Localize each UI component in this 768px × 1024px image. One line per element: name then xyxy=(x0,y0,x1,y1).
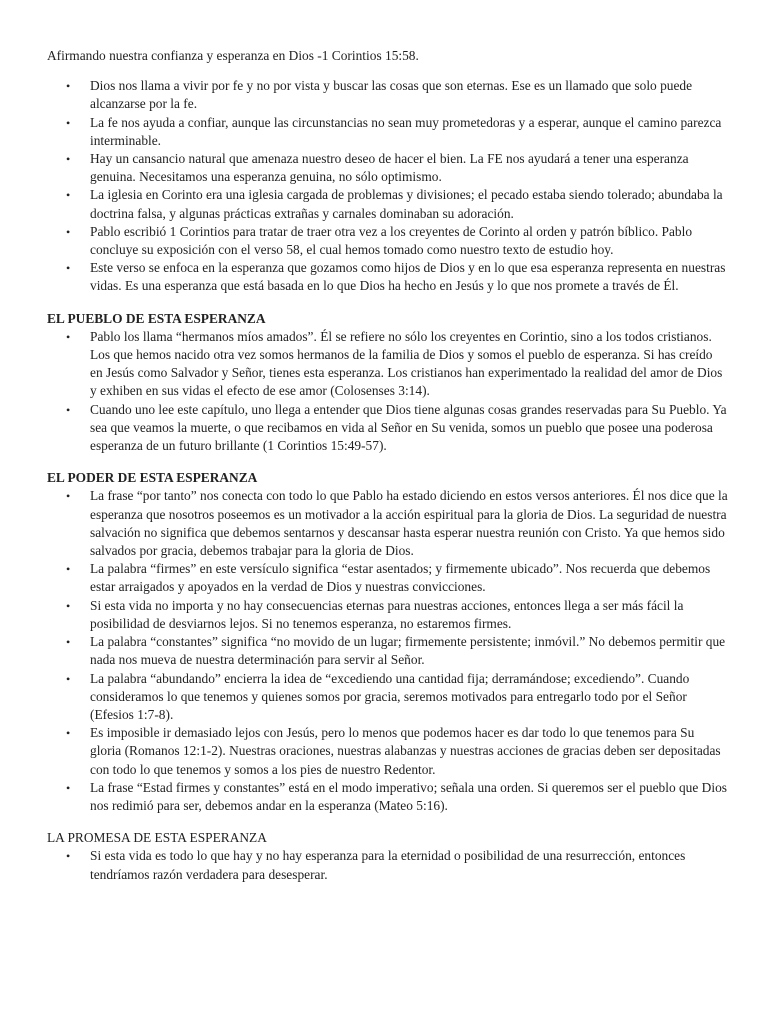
list-item: • La frase “Estad firmes y constantes” está en el modo imperativo; señala una orden. Si queremos ser el pueblo que Dios nos redimió para ser, debemos andar en la esperanza (Mateo 5:16). xyxy=(66,779,727,813)
list-item: • La iglesia en Corinto era una iglesia cargada de problemas y divisiones; el pecado estaba siendo tolerado; abundaba la doctrina falsa, y algunas prácticas extrañas y carnales dominaban su adoración. xyxy=(66,187,723,221)
list-item: • La palabra “firmes” en este versículo significa “estar asentados; y firmemente ubicado”. Nos recuerda que debemos estar arraigados y apoyados en la verdad de Dios y nuestras convicciones. xyxy=(66,561,711,595)
bullet-icon: • xyxy=(66,224,71,239)
section-heading-pueblo: EL PUEBLO DE ESTA ESPERANZA xyxy=(47,310,266,326)
bullet-icon: • xyxy=(66,726,71,741)
bullet-icon: • xyxy=(66,780,71,795)
list-item: • La palabra “constantes” significa “no movido de un lugar; firmemente persistente; inmóvil.” No debemos permitir que nada nos mueva de nuestra determinación para servir al Señor. xyxy=(66,634,726,668)
list-item: • Dios nos llama a vivir por fe y no por vista y buscar las cosas que son eternas. Ese es un llamado que solo puede alcanzarse por la fe. xyxy=(66,78,693,112)
list-item: • La palabra “abundando” encierra la idea de “excediendo una cantidad fija; derramándose; excediendo”. Cuando consideramos lo que tenemos y quienes somos por gracia, seremos motivados para entregarlo todo por el Señor (Efesios 1:7-8). xyxy=(66,670,690,722)
poder-bullet-list xyxy=(47,487,728,815)
list-item: • Pablo los llama “hermanos míos amados”. Él se refiere no sólo los creyentes en Corintio, sino a los todos cristianos. Los que hemos nacido otra vez somos hermanos de la familia de Dios y somos el pueblo de esperanza. Si has creído en Jesús como Salvador y Señor, tienes esta esperanza. Los cristianos han experimentado la realidad del amor de Dios y exhiben en sus vidas el efecto de ese amor (Colosenses 3:14). xyxy=(66,328,723,399)
pueblo-bullet-list xyxy=(47,328,728,455)
bullet-icon: • xyxy=(66,152,71,167)
intro-paragraph: Afirmando nuestra confianza y esperanza en Dios -1 Corintios 15:58. xyxy=(47,48,419,63)
bullet-icon: • xyxy=(66,489,71,504)
list-item: • Este verso se enfoca en la esperanza que gozamos como hijos de Dios y en lo que esa esperanza representa en nuestras vidas. Es una esperanza que está basada en lo que Dios ha hecho en Jesús y lo que nos promete a través de Él. xyxy=(66,260,726,294)
list-item: • La fe nos ayuda a confiar, aunque las circunstancias no sean muy prometedoras y a esperar, aunque el camino parezca interminable. xyxy=(66,114,722,148)
bullet-icon: • xyxy=(66,115,71,130)
bullet-icon: • xyxy=(66,79,71,94)
bullet-icon: • xyxy=(66,671,71,686)
bullet-icon: • xyxy=(66,849,71,864)
list-item: • La frase “por tanto” nos conecta con todo lo que Pablo ha estado diciendo en estos versos anteriores. Él nos dice que la esperanza que nosotros poseemos es un motivador a la acción espiritual para la gloria de Dios. La seguridad de nuestra salvación no significa que debemos sentarnos y descansar hasta esperar nuestra reunión con Cristo. Ya que hemos sido salvados por gracia, debemos trabajar para la gloria de Dios. xyxy=(66,488,728,559)
list-item: • Hay un cansancio natural que amenaza nuestro deseo de hacer el bien. La FE nos ayudará a tener una esperanza genuina. Necesitamos una esperanza genuina, no sólo optimismo. xyxy=(66,151,689,185)
bullet-icon: • xyxy=(66,329,71,344)
section-heading-poder: EL PODER DE ESTA ESPERANZA xyxy=(47,470,258,486)
intro-bullet-list xyxy=(47,77,728,295)
list-item: • Pablo escribió 1 Corintios para tratar de traer otra vez a los creyentes de Corinto al orden y patrón bíblico. Pablo concluye su exposición con el verso 58, el cual hemos tomado como nuestro texto de estudio hoy. xyxy=(66,223,693,258)
section-heading-promesa: LA PROMESA DE ESTA ESPERANZA xyxy=(47,830,267,846)
promesa-bullet-list xyxy=(47,847,728,883)
list-item: • Cuando uno lee este capítulo, uno llega a entender que Dios tiene algunas cosas grandes reservadas para Su Pueblo. Ya sea que veamos la muerte, o que recibamos en vida al Señor en Su venida, somos un pueblo que posee una poderosa esperanza de un futuro brillante (1 Corintios 15:49-57). xyxy=(66,401,727,454)
list-item: • Si esta vida es todo lo que hay y no hay esperanza para la eternidad o posibilidad de una resurrección, entonces tendríamos razón verdadera para desesperar. xyxy=(66,848,686,882)
list-item: • Es imposible ir demasiado lejos con Jesús, pero lo menos que podemos hacer es dar todo lo que tenemos para Su gloria (Romanos 12:1-2). Nuestras oraciones, nuestras alabanzas y nuestras acciones de gracias deben ser depositadas con todo lo que tenemos y somos a los pies de nuestro Redentor. xyxy=(66,725,721,777)
bullet-icon: • xyxy=(66,562,71,577)
bullet-icon: • xyxy=(66,402,71,417)
bullet-icon: • xyxy=(66,598,71,613)
list-item: • Si esta vida no importa y no hay consecuencias eternas para nuestras acciones, entonces llega a ser más fácil la posibilidad de desviarnos lejos. Si no tenemos esperanza, no estaremos firmes. xyxy=(66,597,684,631)
bullet-icon: • xyxy=(66,261,71,276)
bullet-icon: • xyxy=(66,188,71,203)
bullet-icon: • xyxy=(66,635,71,650)
